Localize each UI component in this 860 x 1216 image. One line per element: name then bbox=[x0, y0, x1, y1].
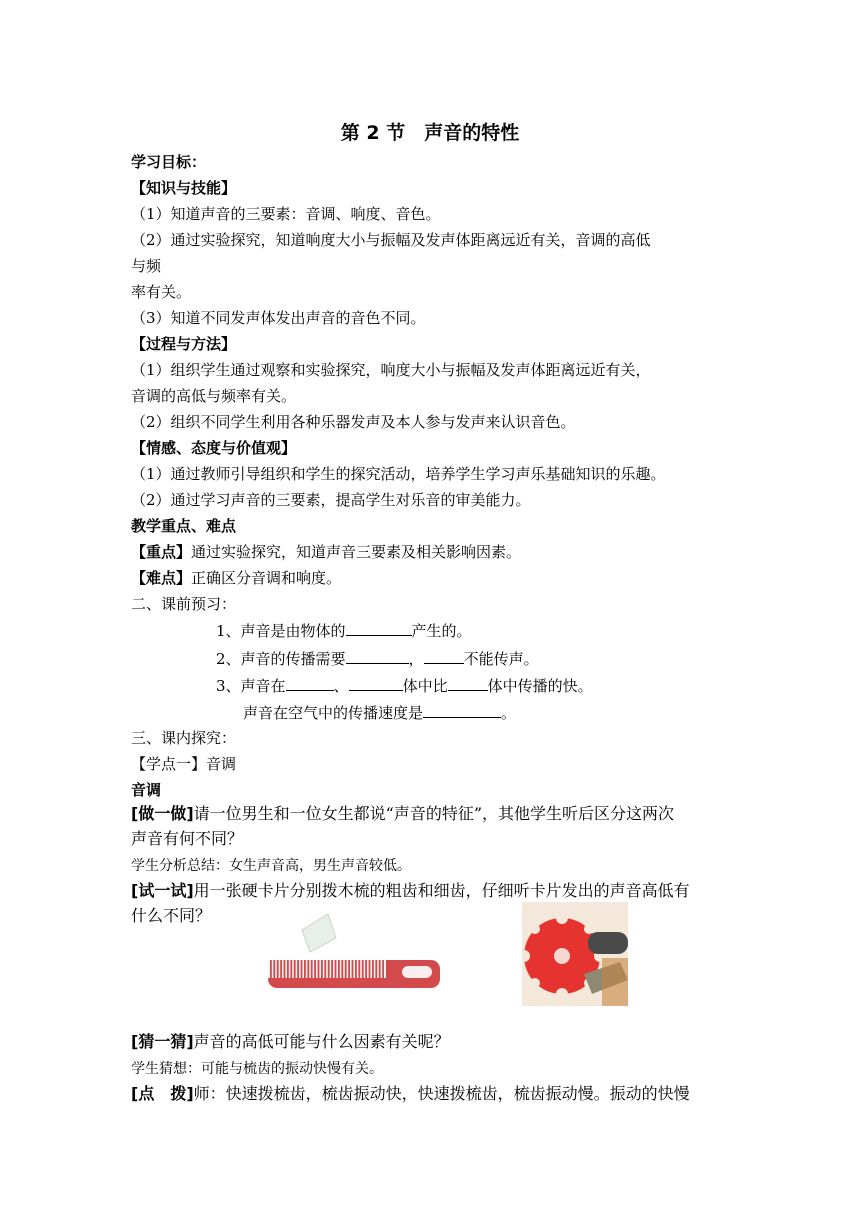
knowledge-heading: 【知识与技能】 bbox=[131, 179, 237, 197]
comb-tooth bbox=[358, 960, 360, 978]
comb-tooth bbox=[355, 960, 357, 978]
q3-text-c: 体中比 bbox=[402, 677, 448, 695]
tip-text: 师：快速拨梳齿，梳齿振动快，快速拨梳齿，梳齿振动慢。振动的快慢 bbox=[193, 1084, 690, 1103]
q3-blank-2[interactable] bbox=[349, 675, 403, 691]
q2-text-c: 不能传声。 bbox=[463, 650, 539, 668]
q2-text-b: ， bbox=[408, 650, 424, 668]
q3-text-a: 3、声音在 bbox=[216, 677, 286, 695]
q3-blank-1[interactable] bbox=[286, 675, 334, 691]
comb-tooth bbox=[301, 960, 303, 978]
comb-tooth bbox=[382, 960, 384, 978]
key-point-line bbox=[131, 542, 521, 562]
comb-tooth bbox=[321, 960, 323, 978]
try-it-line-2: 什么不同？ bbox=[131, 906, 212, 925]
motor-shaft bbox=[588, 932, 628, 954]
comb-with-card-image bbox=[262, 908, 442, 998]
comb-tooth bbox=[348, 960, 350, 978]
do-it-line-2: 声音有何不同？ bbox=[131, 829, 244, 848]
try-it-label: [试一试] bbox=[131, 881, 194, 900]
q2-blank-1[interactable] bbox=[346, 648, 409, 664]
process-item: 音调的高低与频率有关。 bbox=[131, 387, 297, 405]
gear-hub bbox=[554, 948, 570, 964]
student-guess: 学生猜想：可能与梳齿的振动快慢有关。 bbox=[131, 1061, 383, 1077]
q4-text-b: 。 bbox=[501, 704, 517, 722]
goals-heading: 学习目标： bbox=[131, 153, 207, 171]
comb-tooth bbox=[284, 960, 286, 978]
key-points-heading: 教学重点、难点 bbox=[131, 517, 237, 535]
process-item: （2）组织不同学生利用各种乐器发声及本人参与发声来认识音色。 bbox=[131, 413, 576, 431]
student-summary: 学生分析总结：女生声音高，男生声音较低。 bbox=[131, 858, 411, 874]
comb-tooth bbox=[273, 960, 275, 978]
knowledge-item: 与频 bbox=[131, 257, 162, 275]
explore-heading: 三、课内探究： bbox=[131, 729, 237, 747]
q1-text-b: 产生的。 bbox=[411, 622, 472, 640]
comb-tooth bbox=[318, 960, 320, 978]
comb-tooth bbox=[314, 960, 316, 978]
q1-blank[interactable] bbox=[346, 620, 412, 636]
preview-question-4 bbox=[243, 702, 516, 723]
process-item: （1）组织学生通过观察和实验探究，响度大小与振幅及发声体距离远近有关， bbox=[131, 361, 651, 379]
pitch-heading: 音调 bbox=[131, 781, 162, 799]
try-it-line bbox=[131, 881, 690, 901]
comb-tooth bbox=[362, 960, 364, 978]
preview-question-2 bbox=[216, 648, 539, 669]
comb-tooth bbox=[341, 960, 343, 978]
card-shape bbox=[302, 914, 336, 952]
comb-tooth bbox=[345, 960, 347, 978]
q2-blank-2[interactable] bbox=[424, 648, 464, 664]
comb-tooth bbox=[287, 960, 289, 978]
tip-label: [点 拨] bbox=[131, 1084, 194, 1103]
do-it-line bbox=[131, 804, 674, 824]
emotion-item: （2）通过学习声音的三要素，提高学生对乐音的审美能力。 bbox=[131, 491, 531, 509]
comb-tooth bbox=[352, 960, 354, 978]
knowledge-item: 率有关。 bbox=[131, 283, 192, 301]
preview-question-1 bbox=[216, 620, 472, 641]
q3-text-d: 体中传播的快。 bbox=[487, 677, 593, 695]
knowledge-item: （3）知道不同发声体发出声音的音色不同。 bbox=[131, 309, 426, 327]
knowledge-item: （1）知道声音的三要素：音调、响度、音色。 bbox=[131, 205, 441, 223]
comb-tooth bbox=[304, 960, 306, 978]
comb-tooth bbox=[338, 960, 340, 978]
comb-tooth bbox=[328, 960, 330, 978]
emotion-item: （1）通过教师引导组织和学生的探究活动，培养学生学习声乐基础知识的乐趣。 bbox=[131, 465, 666, 483]
difficulty-text: 正确区分音调和响度。 bbox=[191, 569, 342, 587]
q4-blank[interactable] bbox=[423, 702, 501, 718]
emotion-heading: 【情感、态度与价值观】 bbox=[131, 439, 297, 457]
comb-tooth bbox=[280, 960, 282, 978]
page-title: 第 2 节 声音的特性 bbox=[340, 122, 520, 144]
preview-question-3 bbox=[216, 675, 593, 696]
comb-tooth bbox=[324, 960, 326, 978]
q2-text-a: 2、声音的传播需要 bbox=[216, 650, 346, 668]
comb-gap bbox=[268, 960, 386, 978]
comb-tooth bbox=[307, 960, 309, 978]
key-label: 【重点】 bbox=[131, 543, 192, 561]
comb-tooth bbox=[331, 960, 333, 978]
q3-text-b: 、 bbox=[333, 677, 349, 695]
comb-tooth bbox=[335, 960, 337, 978]
do-it-text: 请一位男生和一位女生都说“声音的特征”，其他学生听后区分这两次 bbox=[193, 804, 675, 823]
try-it-text: 用一张硬卡片分别拨木梳的粗齿和细齿，仔细听卡片发出的声音高低有 bbox=[193, 881, 690, 900]
comb-tooth bbox=[270, 960, 272, 978]
knowledge-item: （2）通过实验探究，知道响度大小与振幅及发声体距离远近有关，音调的高低 bbox=[131, 231, 651, 249]
comb-tooth bbox=[311, 960, 313, 978]
study-point-1: 【学点一】音调 bbox=[131, 755, 237, 773]
preview-heading: 二、课前预习： bbox=[131, 595, 237, 613]
process-heading: 【过程与方法】 bbox=[131, 335, 237, 353]
gear-with-card-image bbox=[522, 902, 628, 1006]
comb-tooth bbox=[290, 960, 292, 978]
comb-tooth bbox=[294, 960, 296, 978]
comb-tooth bbox=[379, 960, 381, 978]
tip-line bbox=[131, 1084, 690, 1104]
q4-text-a: 声音在空气中的传播速度是 bbox=[243, 704, 424, 722]
key-text: 通过实验探究，知道声音三要素及相关影响因素。 bbox=[191, 543, 522, 561]
comb-tooth bbox=[297, 960, 299, 978]
hand-shape bbox=[602, 958, 628, 1006]
guess-line bbox=[131, 1032, 450, 1052]
comb-tooth bbox=[277, 960, 279, 978]
guess-text: 声音的高低可能与什么因素有关呢？ bbox=[193, 1032, 450, 1051]
difficulty-label: 【难点】 bbox=[131, 569, 192, 587]
do-it-label: [做一做] bbox=[131, 804, 194, 823]
comb-tooth bbox=[369, 960, 371, 978]
comb-tooth bbox=[375, 960, 377, 978]
comb-tooth bbox=[365, 960, 367, 978]
difficulty-line bbox=[131, 568, 341, 588]
guess-label: [猜一猜] bbox=[131, 1032, 194, 1051]
comb-tooth bbox=[372, 960, 374, 978]
q3-blank-3[interactable] bbox=[448, 675, 488, 691]
q1-text-a: 1、声音是由物体的 bbox=[216, 622, 346, 640]
comb-handle-hole bbox=[402, 966, 432, 978]
